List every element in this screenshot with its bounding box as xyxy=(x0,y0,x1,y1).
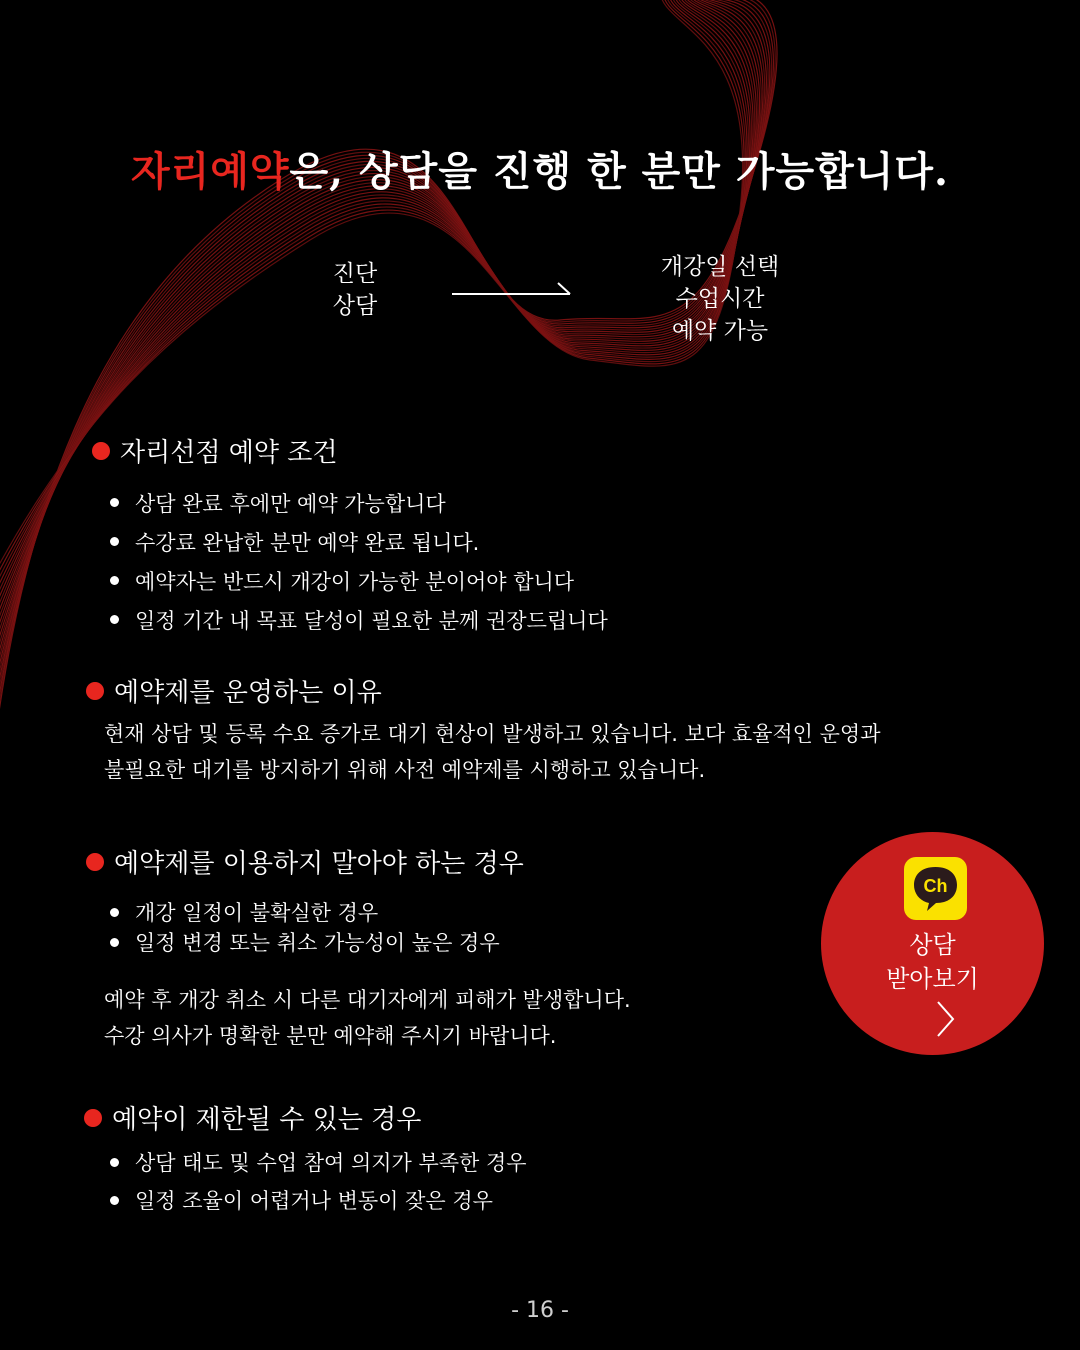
conditions-list xyxy=(110,483,608,639)
cta-line: 받아보기 xyxy=(886,965,979,993)
list-item xyxy=(110,483,608,522)
red-dot-icon xyxy=(86,682,104,700)
kakao-icon-label: Ch xyxy=(923,876,948,896)
list-item-text: 일정 조율이 어렵거나 변동이 잦은 경우 xyxy=(135,1189,493,1213)
flow-right-line: 수업시간 xyxy=(675,286,765,312)
list-item xyxy=(110,561,608,600)
section-heading-restricted xyxy=(84,1099,421,1136)
list-item-text: 상담 완료 후에만 예약 가능합니다 xyxy=(135,491,446,516)
bullet-icon xyxy=(110,908,119,917)
not-use-note xyxy=(104,982,631,1054)
consult-button[interactable] xyxy=(821,832,1044,1055)
bullet-icon xyxy=(110,1196,119,1205)
bullet-icon xyxy=(110,537,119,546)
list-item xyxy=(110,600,608,639)
paragraph-line: 수강 의사가 명확한 분만 예약해 주시기 바랍니다. xyxy=(104,1024,557,1048)
section-heading-conditions xyxy=(92,432,337,469)
bullet-icon xyxy=(110,498,119,507)
list-item-text: 상담 태도 및 수업 참여 의지가 부족한 경우 xyxy=(135,1151,527,1175)
kakao-channel-icon xyxy=(904,857,967,920)
section-heading-not-use xyxy=(86,843,524,880)
list-item xyxy=(110,897,500,927)
list-item xyxy=(110,927,500,957)
title-rest: 은, 상담을 진행 한 분만 가능합니다. xyxy=(289,148,949,195)
flow-left-line: 상담 xyxy=(332,293,378,319)
section-heading-text: 예약이 제한될 수 있는 경우 xyxy=(112,1105,422,1135)
bullet-icon xyxy=(110,938,119,947)
red-dot-icon xyxy=(84,1109,102,1127)
not-use-list xyxy=(110,897,500,957)
bullet-icon xyxy=(110,576,119,585)
title-highlight: 자리예약 xyxy=(130,148,290,195)
flow-left-line: 진단 xyxy=(332,261,378,287)
arrow-right-icon xyxy=(450,282,574,302)
flow-step-reserve xyxy=(620,251,820,347)
list-item xyxy=(110,522,608,561)
list-item-text: 수강료 완납한 분만 예약 완료 됩니다. xyxy=(135,530,480,555)
paragraph-line: 현재 상담 및 등록 수요 증가로 대기 현상이 발생하고 있습니다. 보다 효율적인 운영과 xyxy=(104,722,881,746)
consult-button-label xyxy=(821,928,1044,996)
list-item-text: 일정 기간 내 목표 달성이 필요한 분께 권장드립니다 xyxy=(135,608,608,633)
bullet-icon xyxy=(110,1158,119,1167)
red-dot-icon xyxy=(92,442,110,460)
page-title xyxy=(0,140,1080,197)
section-heading-text: 자리선점 예약 조건 xyxy=(120,438,338,468)
section-heading-text: 예약제를 이용하지 말아야 하는 경우 xyxy=(114,849,524,879)
paragraph-line: 예약 후 개강 취소 시 다른 대기자에게 피해가 발생합니다. xyxy=(104,988,631,1012)
cta-line: 상담 xyxy=(909,931,956,959)
page-number: - 16 - xyxy=(511,1298,569,1323)
list-item-text: 개강 일정이 불확실한 경우 xyxy=(135,901,379,925)
list-item xyxy=(110,1143,527,1181)
chevron-right-icon xyxy=(936,1000,956,1038)
red-dot-icon xyxy=(86,853,104,871)
flow-right-line: 개강일 선택 xyxy=(660,254,780,280)
section-heading-text: 예약제를 운영하는 이유 xyxy=(114,678,382,708)
bullet-icon xyxy=(110,615,119,624)
flow-right-line: 예약 가능 xyxy=(671,318,769,344)
paragraph-line: 불필요한 대기를 방지하기 위해 사전 예약제를 시행하고 있습니다. xyxy=(104,758,706,782)
flow-step-consult xyxy=(310,258,400,322)
reason-paragraph xyxy=(104,716,881,788)
restricted-list xyxy=(110,1143,527,1219)
list-item-text: 예약자는 반드시 개강이 가능한 분이어야 합니다 xyxy=(135,569,575,594)
section-heading-reason xyxy=(86,672,382,709)
list-item xyxy=(110,1181,527,1219)
list-item-text: 일정 변경 또는 취소 가능성이 높은 경우 xyxy=(135,931,500,955)
